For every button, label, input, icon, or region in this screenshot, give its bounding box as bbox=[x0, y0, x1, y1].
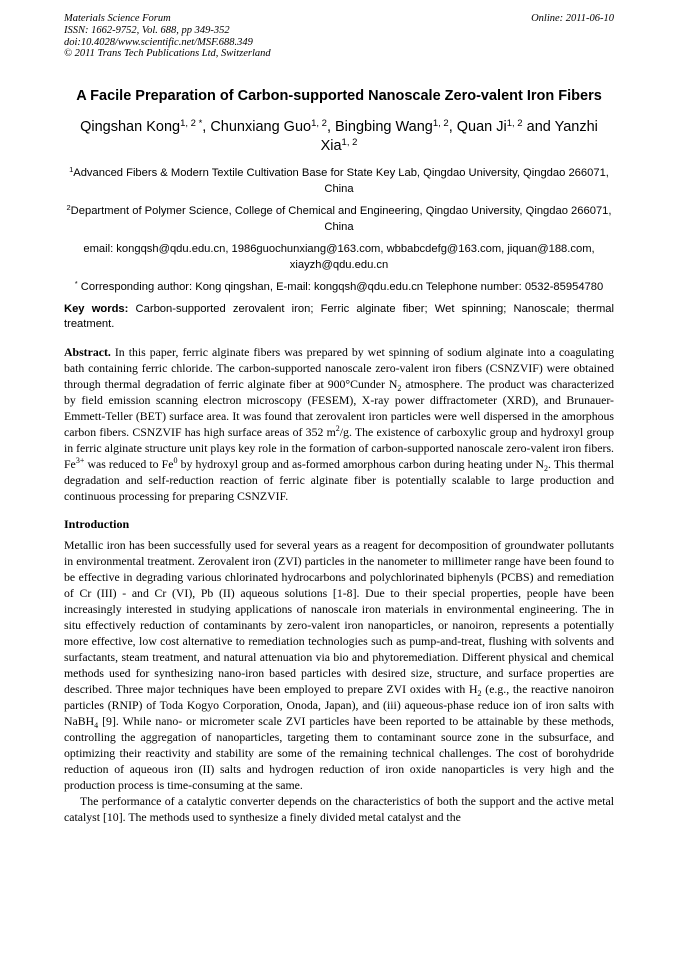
subscript: 2 bbox=[477, 689, 482, 699]
affiliation-mark: 1 bbox=[69, 165, 74, 175]
author-affiliation-mark: 1, 2 bbox=[341, 137, 358, 149]
author-affiliation-mark: 1, 2 bbox=[311, 118, 327, 130]
introduction-body bbox=[64, 537, 614, 825]
corresponding-text: Corresponding author: Kong qingshan, E-mail: kongqsh@qdu.edu.cn Telephone number: 0532-85954780 bbox=[80, 281, 604, 294]
author-affiliation-mark: 1, 2 bbox=[506, 118, 523, 130]
author-emails: email: kongqsh@qdu.edu.cn, 1986guochunxiang@163.com, wbbabcdefg@163.com, jiquan@188.com, xiayzh@qdu.edu.cn bbox=[83, 243, 595, 272]
superscript: 3+ bbox=[75, 456, 85, 466]
abstract-text: In this paper, ferric alginate fibers was prepared by wet spinning of sodium alginate into a coagulating bath containing ferric chloride. The carbon-supported nanoscale zero-valent iron fibers (CSNZVIF) were obtained through thermal degradation of ferric alginate fiber at 900°Cunder N bbox=[64, 345, 614, 392]
paragraph-text: (e.g., the reactive nanoiron particles (RNIP) of Toda Kogyo Corporation, Onoda, Japan), and (iii) aqueous-phase reduce ion of iron salts with NaBH bbox=[64, 682, 614, 729]
affiliation-mark: 2 bbox=[66, 203, 71, 213]
affiliation-2 bbox=[64, 203, 614, 235]
subscript: 2 bbox=[544, 464, 549, 474]
journal-header bbox=[64, 13, 614, 60]
superscript: 0 bbox=[173, 456, 178, 466]
author-affiliation-mark: 1, 2 * bbox=[180, 118, 203, 130]
subscript: 2 bbox=[397, 384, 402, 394]
abstract bbox=[64, 344, 614, 504]
affiliation-text: Advanced Fibers & Modern Textile Cultivation Base for State Key Lab, Qingdao University, Qingdao 266071, China bbox=[73, 167, 609, 196]
paragraph: The performance of a catalytic converter depends on the characteristics of both the support and the active metal catalyst [10]. The methods used to synthesize a finely divided metal catalyst and the bbox=[64, 794, 614, 825]
paper-title: A Facile Preparation of Carbon-supported Nanoscale Zero-valent Iron Fibers bbox=[76, 88, 602, 105]
section-heading-introduction: Introduction bbox=[64, 517, 130, 532]
author-name: Bingbing Wang bbox=[335, 119, 433, 136]
keywords-text: Carbon-supported zerovalent iron; Ferric alginate fiber; Wet spinning; Nanoscale; thermal treatment. bbox=[64, 303, 614, 330]
affiliation-text: Department of Polymer Science, College of Chemical and Engineering, Qingdao University, Qingdao 266071, China bbox=[70, 205, 612, 234]
online-date: Online: 2011-06-10 bbox=[531, 13, 614, 24]
doi: doi:10.4028/www.scientific.net/MSF.688.349 bbox=[64, 36, 253, 48]
corresponding-mark: * bbox=[74, 279, 78, 289]
author-name: Qingshan Kong bbox=[80, 119, 181, 136]
subscript: 4 bbox=[94, 721, 99, 731]
author-conjunction: and bbox=[526, 119, 551, 136]
issn: ISSN: 1662-9752, Vol. 688, pp 349-352 bbox=[64, 24, 230, 36]
abstract-text: atmosphere. The product was characterized by field emission scanning electron microscopy (FESEM), X-ray power diffractometer (XRD), and Brunauer-Emmett-Teller (BET) surface area. It was found that zerovalent iron particles were well dispersed in the amorphous carbon fibers. CSNZVIF has high surface areas of 352 m bbox=[64, 377, 614, 440]
paragraph-text: Metallic iron has been successfully used for several years as a reagent for decomposition of groundwater pollutants in environmental treatment. Zerovalent iron (ZVI) particles in the nanometer to millimeter range have been found to be effective in degrading various chlorinated hydrocarbons and polychlorinated biphenyls (PCBS) and remediation of Cr (III) - and Cr (VI), Pb (II) aqueous solutions [1-8]. Due to their special properties, people have been increasingly interested in studying applications of nanoscale iron materials in environmental engineering. The in situ effectively reduction of contaminants by zero-valent iron nanoparticles, or nanoiron, represents a potentially more effective, low cost alternative to remediation technologies such as pump-and-treat, flushing with solvents and surfactants, steam treatment, and natural attenuation via bio and phytoremediation. Different physical and chemical methods used for synthesizing nano-iron based particles with desired size, structure, and surface properties are described. Three major techniques have been employed to prepare ZVI oxides with H bbox=[64, 538, 614, 697]
author-list: Qingshan Kong$^{1, 2 *}$, Chunxiang Guo$^{1, 2}$, Bingbing Wang$^{1, 2}$, Quan Ji$^{1, 2}$ and Yanzhi Xia$^{1, 2}$ bbox=[80, 118, 598, 155]
author-name: Chunxiang Guo bbox=[210, 119, 312, 136]
abstract-label: Abstract. bbox=[64, 345, 111, 360]
author-name: Quan Ji bbox=[456, 119, 507, 136]
affiliation-1 bbox=[64, 165, 614, 197]
journal-name: Materials Science Forum bbox=[64, 13, 171, 24]
keywords-label: Key words: bbox=[64, 303, 129, 316]
paragraph bbox=[64, 537, 614, 793]
corresponding-author bbox=[64, 279, 614, 295]
abstract-text: /g. The existence of carboxylic group and hydroxyl group in ferric alginate structure unit plays key role in the formation of carbon-supported nanoscale zero-valent iron fibers. Fe bbox=[64, 425, 614, 472]
keywords bbox=[64, 302, 614, 331]
author-affiliation-mark: 1, 2 bbox=[432, 118, 449, 130]
abstract-text: . This thermal degradation and self-reduction reaction of ferric alginate fiber is potentially scalable to large production and continuous processing for preparing CSNZVIF. bbox=[64, 457, 614, 504]
abstract-text: by hydroxyl group and as-formed amorphous carbon during heating under N bbox=[177, 457, 545, 472]
abstract-text: was reduced to Fe bbox=[84, 457, 174, 472]
paragraph-text: [9]. While nano- or micrometer scale ZVI particles have been reported to be attainable by these methods, controlling the aggregation of nanoparticles, targeting them to contaminant source zone in the subsurface, and optimizing their reactivity and stability are some of the remaining technical challenges. The cost of borohydride reduction of aqueous iron (II) salts and hydrogen reduction of iron oxide nanoparticles is very high and the production process is time-consuming at the same. bbox=[64, 714, 614, 793]
superscript: 2 bbox=[335, 424, 340, 434]
author-name: Yanzhi Xia bbox=[320, 119, 598, 155]
copyright: © 2011 Trans Tech Publications Ltd, Switzerland bbox=[64, 48, 271, 60]
